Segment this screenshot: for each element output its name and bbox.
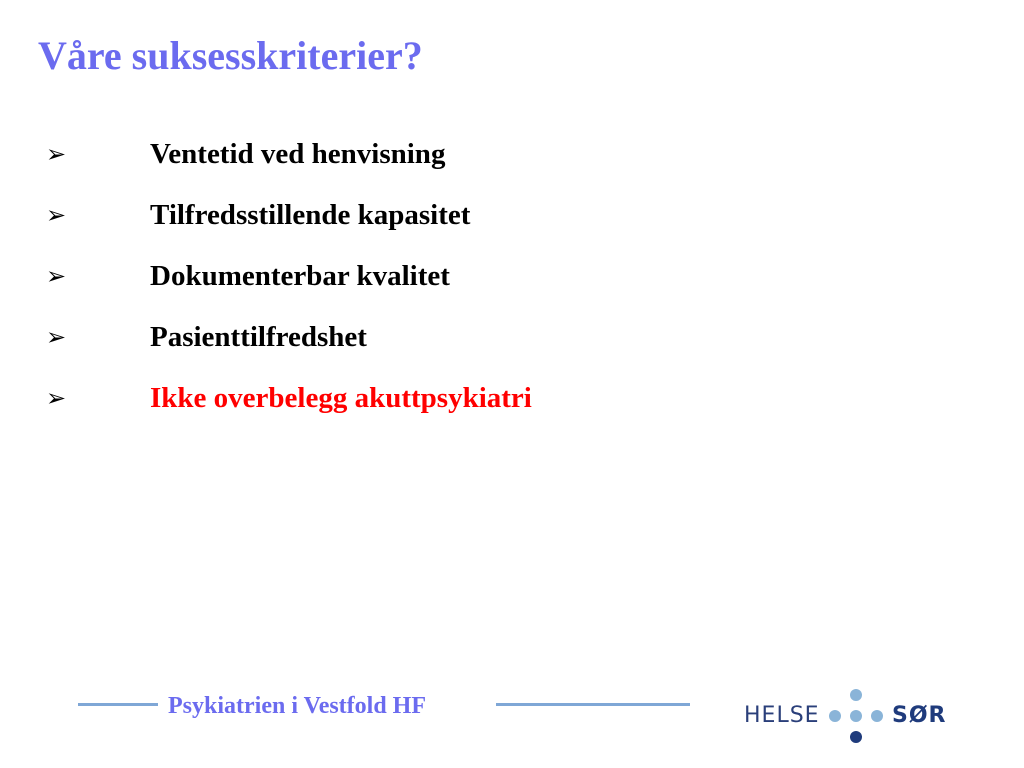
logo-dot-left [829, 710, 841, 722]
logo-dot-bottom [850, 731, 862, 743]
arrow-bullet-icon: ➢ [46, 384, 67, 412]
bullet-item [46, 193, 532, 254]
bullet-item [46, 315, 532, 376]
bullet-text: Dokumenterbar kvalitet [150, 260, 450, 292]
logo-dot-center [850, 710, 862, 722]
helse-sor-logo [740, 686, 950, 746]
footer-divider-left [78, 703, 158, 706]
logo-word-helse: HELSE [744, 703, 820, 728]
logo-dot-top [850, 689, 862, 701]
bullet-item [46, 132, 532, 193]
arrow-bullet-icon: ➢ [46, 140, 67, 168]
arrow-bullet-icon: ➢ [46, 262, 67, 290]
bullet-text: Tilfredsstillende kapasitet [150, 199, 471, 231]
slide-title: Våre suksesskriterier? [38, 33, 423, 78]
bullet-text: Ventetid ved henvisning [150, 138, 446, 170]
logo-dot-right [871, 710, 883, 722]
bullet-item [46, 254, 532, 315]
arrow-bullet-icon: ➢ [46, 201, 67, 229]
footer-organization: Psykiatrien i Vestfold HF [168, 693, 427, 719]
arrow-bullet-icon: ➢ [46, 323, 67, 351]
bullet-list [46, 132, 532, 437]
bullet-text: Pasienttilfredshet [150, 321, 367, 353]
bullet-item-highlighted [46, 376, 532, 437]
bullet-text: Ikke overbelegg akuttpsykiatri [150, 382, 532, 414]
cross-dots-icon [826, 686, 886, 746]
footer-divider-right [496, 703, 690, 706]
logo-word-sor: SØR [892, 703, 947, 728]
